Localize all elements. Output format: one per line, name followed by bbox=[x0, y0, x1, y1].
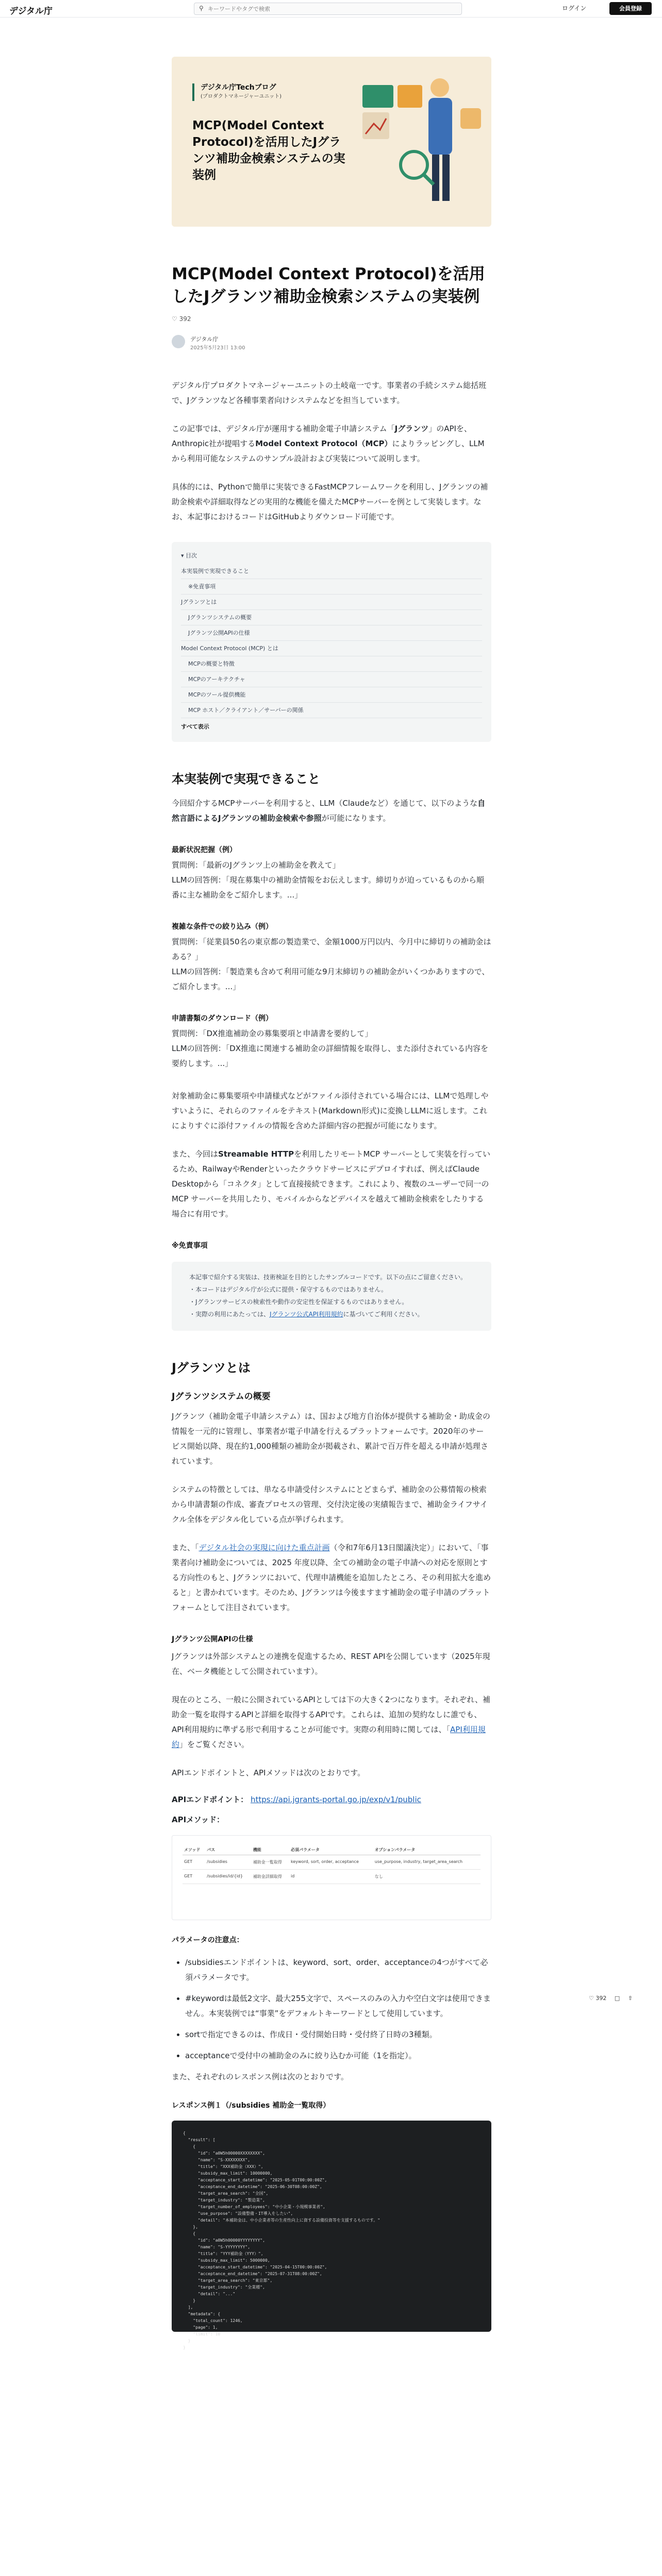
priority-plan-link[interactable]: デジタル社会の実現に向けた重点計画 bbox=[198, 1543, 330, 1552]
article-body bbox=[172, 263, 491, 2350]
example-answer: LLMの回答例：「DX推進に関連する補助金の詳細情報を取得し、また添付されている内容を要約します。...」 bbox=[172, 1044, 488, 1068]
example-heading: 複雑な条件での絞り込み（例） bbox=[172, 923, 273, 931]
example-answer: LLMの回答例：「製造業も含めて利用可能な9月末締切りの補助金がいくつかありますので、ご紹介します。...」 bbox=[172, 967, 490, 991]
toc-item[interactable]: Jグランツシステムの概要 bbox=[181, 610, 482, 625]
toc-item[interactable]: MCPのアーキテクチャ bbox=[181, 672, 482, 687]
response-example-heading: レスポンス例１（/subsidies 補助金一覧取得） bbox=[172, 2102, 330, 2110]
floating-actions bbox=[589, 1995, 651, 2005]
subsection-heading: Jグランツシステムの概要 bbox=[172, 1392, 271, 1402]
params-heading: パラメータの注意点： bbox=[172, 1936, 244, 1944]
list-item: • #keywordは最低2文字、最大255文字で、スペースのみの入力や空白文字は使用できません。本実装例では“事業”をデフォルトキーワードとして使用しています。 bbox=[185, 1991, 491, 2021]
toc-item[interactable]: Model Context Protocol (MCP) とは bbox=[181, 641, 482, 656]
api-endpoint: APIエンドポイント： https://api.jgrants-portal.go.jp/exp/v1/public bbox=[172, 1795, 421, 1804]
search-box[interactable] bbox=[194, 3, 462, 15]
intro-paragraph-3: 具体的には、Pythonで簡単に実装できるFastMCPフレームワークを利用し、Jグランツの補助金検索や詳細取得などの実用的な機能を備えたMCPサーバーを例として実装します。なお、本記事におけるコードはGitHubよりダウンロード可能です。 bbox=[172, 482, 488, 521]
article-title: MCP(Model Context Protocol)を活用したJグランツ補助金検索システムの実装例 bbox=[172, 265, 485, 306]
section-paragraph: Jグランツ（補助金電子申請システム）は、国および地方自治体が提供する補助金・助成金の情報を一元的に管理し、事業者が電子申請を行えるプラットフォームです。2020年のサービス開始以降、現在約1,000種類の補助金が掲載され、累計で百万件を超える申請が処理されています。 bbox=[172, 1412, 490, 1466]
toc-item[interactable]: MCPの概要と特徴 bbox=[181, 656, 482, 672]
table-row: GET /subsidies 補助金一覧取得 keyword, sort, order, acceptance use_purpose, industry, target_area_search bbox=[183, 1855, 481, 1870]
publish-date: 2025年5月23日 13:00 bbox=[190, 345, 245, 351]
toc-item[interactable]: MCPのツール提供機能 bbox=[181, 687, 482, 703]
toc-item[interactable]: ※免責事項 bbox=[181, 579, 482, 595]
toc-item[interactable]: MCP ホスト／クライアント／サーバーの関係 bbox=[181, 703, 482, 718]
author-block bbox=[172, 334, 491, 354]
table-of-contents bbox=[172, 542, 491, 742]
section-paragraph: また、「デジタル社会の実現に向けた重点計画（令和7年6月13日閣議決定）」において、「事業者向け補助金については、2025 年度以降、全ての補助金の電子申請への対応を原則とする方向性のもと、Jグランツにおいて、代理申請機能を追加したところ、その利用拡大を進めると」と書かれています。そのため、Jグランツは今後ますます補助金の電子申請のプラットフォームとして注目されています。 bbox=[172, 1543, 491, 1612]
example-answer: LLMの回答例：「現在募集中の補助金情報をお伝えします。締切りが迫っているものから順番に主な補助金をご紹介します。...」 bbox=[172, 875, 484, 900]
section-paragraph: 現在のところ、一般に公開されているAPIとしては下の大きく2つになります。それぞれ、補助金一覧を取得するAPIと詳細を取得するAPIです。これらは、追加の契約なしに誰でも、API利用規約に準ずる形で利用することが可能です。実際の利用時に関しては、「API利用規約」をご覧ください。 bbox=[172, 1695, 490, 1749]
toc-show-all-button[interactable]: すべて表示 bbox=[181, 723, 209, 730]
list-item: • acceptanceで受付中の補助金のみに絞り込むか可能（1を指定）。 bbox=[185, 2048, 491, 2063]
api-endpoint-link[interactable]: https://api.jgrants-portal.go.jp/exp/v1/public bbox=[250, 1795, 421, 1804]
params-list bbox=[172, 1955, 491, 2063]
author-name[interactable]: デジタル庁 bbox=[190, 336, 219, 343]
example-question: 質問例：「最新のJグランツ上の補助金を教えて」 bbox=[172, 860, 340, 870]
intro-paragraph-2: この記事では、デジタル庁が運用する補助金電子申請システム「Jグランツ」のAPIを、Anthropic社が提唱するModel Context Protocol（MCP）によりラッピングし、LLMから利用可能なシステムのサンプル設計および実装について説明します。 bbox=[172, 424, 485, 463]
heart-icon[interactable]: ♡ bbox=[589, 1995, 594, 2002]
section-paragraph: APIエンドポイントと、APIメソッドは次のとおりです。 bbox=[172, 1768, 366, 1777]
login-link[interactable]: ログイン bbox=[562, 5, 587, 12]
table-header: 機能 bbox=[252, 1845, 289, 1855]
signup-button[interactable]: 会員登録 bbox=[609, 2, 652, 15]
bookmark-icon[interactable]: □ bbox=[614, 1995, 620, 2002]
example-heading: 申請書類のダウンロード（例） bbox=[172, 1014, 273, 1023]
share-icon[interactable]: ⇧ bbox=[627, 1995, 633, 2002]
api-method-table bbox=[172, 1835, 491, 1920]
table-header: 必須パラメータ bbox=[289, 1845, 373, 1855]
toc-item[interactable]: Jグランツとは bbox=[181, 595, 482, 610]
toc-item[interactable]: 本実装例で実現できること bbox=[181, 564, 482, 579]
toc-heading: ▾ 目次 bbox=[181, 552, 197, 559]
section-paragraph: 今回紹介するMCPサーバーを利用すると、LLM（Claudeなど）を通じて、以下のような自然言語によるJグランツの補助金検索や参照が可能になります。 bbox=[172, 799, 486, 823]
section-paragraph: Jグランツは外部システムとの連携を促進するため、REST APIを公開しています（2025年現在、ベータ機能として公開されています）。 bbox=[172, 1652, 490, 1676]
avatar[interactable] bbox=[172, 335, 185, 348]
intro-paragraph-1: デジタル庁プロダクトマネージャーユニットの土岐竜一です。事業者の手続システム総括班で、Jグランツなど各種事業者向けシステムなどを担当しています。 bbox=[172, 381, 487, 405]
search-input[interactable] bbox=[208, 4, 455, 13]
table-header: メソッド bbox=[183, 1845, 205, 1855]
terms-link[interactable]: Jグランツ公式API利用規約 bbox=[270, 1311, 343, 1318]
hero-illustration bbox=[172, 57, 491, 227]
table-header: パス bbox=[205, 1845, 252, 1855]
table-header: オプションパラメータ bbox=[373, 1845, 481, 1855]
disclaimer-box: 本記事で紹介する実装は、技術検証を目的としたサンプルコードです。以下の点にご留意ください。 ・本コードはデジタル庁が公式に提供・保守するものではありません。 ・Jグランツサービスの検索性や動作の安定性を保証するものではありません。 ・実際の利用にあたっては、Jグランツ公式API利用規約に基づいてご利用ください。 bbox=[172, 1262, 491, 1331]
section-paragraph: システムの特徴としては、単なる申請受付システムにとどまらず、補助金の公募情報の検索から申請書類の作成、審査プロセスの管理、交付決定後の実績報告まで、補助金ライフサイクル全体をデジタル化している点が挙げられます。 bbox=[172, 1485, 488, 1524]
list-item: • sortで指定できるのは、作成日・受付開始日時・受付終了日時の3種類。 bbox=[185, 2027, 491, 2042]
site-logo[interactable]: デジタル庁 bbox=[9, 6, 53, 16]
section-paragraph: 対象補助金に募集要項や申請様式などがファイル添付されている場合には、LLMで処理しやすいように、それらのファイルをテキスト(Markdown形式)に変換しLLMに返します。これによりすぐに添付ファイルの情報を含めた詳細内容の把握が可能になります。 bbox=[172, 1091, 489, 1130]
code-block[interactable]: { "result": [ { "id": "a0W5h00000XXXXXXXX", "name": "S-XXXXXXXX", "title": "XXX補助金（XXX）", "subsidy_max_limit": 10000000, "acceptance_start_datetime": "2025-05-01T00:00:00Z", "acceptance_end_datetime": "2025-06-30T08:00:00Z", "target_area_search": "全国", "target_industry": "製造業", "target_number_of_employees": "中小企業・小規模事業者", "use_purpose": "設備整備・IT導入をしたい", "detail": "本補助金は、中小企業者等の生産性向上に資する設備投資等を支援するものです。" }, { "id": "a0W5h00000YYYYYYYY", "name": "S-YYYYYYYY", "title": "YYY補助金（YYY）", "subsidy_max_limit": 5000000, "acceptance_start_datetime": "2025-04-15T00:00:00Z", "acceptance_end_datetime": "2025-07-31T08:00:00Z", "target_area_search": "東京都", "target_industry": "全業種", "detail": "..." } ], "metadata": { "total_count": 1246, "page": 1, "limit": 10 } } bbox=[172, 2121, 491, 2332]
section-paragraph: また、今回はStreamable HTTPを利用したリモートMCP サーバーとして実装を行っているため、RailwayやRenderといったクラウドサービスにデプロイすれば、例えばClaude Desktopから「コネクタ」として直接接続できます。これにより、複数のユーザーで同一のMCP サーバーを共用したり、モバイルからなどデバイスを越えて補助金検索をしたりする場合に有用です。 bbox=[172, 1149, 490, 1218]
hero-tag: デジタル庁Techブログ (プロダクトマネージャーユニット) bbox=[192, 83, 282, 101]
example-question: 質問例：「従業員50名の東京都の製造業で、金額1000万円以内、今月中に締切りの補助金はある？」 bbox=[172, 937, 491, 961]
list-item: • /subsidiesエンドポイントは、keyword、sort、order、acceptanceの4つがすべて必須パラメータです。 bbox=[185, 1955, 491, 1985]
example-heading: 最新状況把握（例） bbox=[172, 846, 237, 854]
like-counter[interactable] bbox=[172, 315, 491, 325]
subsection-heading: Jグランツ公開APIの仕様 bbox=[172, 1635, 253, 1643]
toc-item[interactable]: Jグランツ公開APIの仕様 bbox=[181, 625, 482, 641]
hero-image bbox=[172, 57, 491, 227]
like-count: 392 bbox=[179, 315, 191, 323]
search-icon: ⚲ bbox=[199, 5, 204, 12]
section-heading: Jグランツとは bbox=[172, 1361, 251, 1375]
heart-icon[interactable]: ♡ bbox=[172, 315, 177, 323]
table-row: GET /subsidies/id/{id} 補助金詳細取得 id なし bbox=[183, 1870, 481, 1884]
section-paragraph: また、それぞれのレスポンス例は次のとおりです。 bbox=[172, 2072, 349, 2081]
section-heading: 本実装例で実現できること bbox=[172, 772, 320, 786]
api-terms-link[interactable]: API利用規約 bbox=[172, 1725, 486, 1749]
api-method-label: APIメソッド： bbox=[172, 1815, 224, 1824]
disclaimer-heading: ※免責事項 bbox=[172, 1242, 208, 1250]
example-question: 質問例：「DX推進補助金の募集要項と申請書を要約して」 bbox=[172, 1029, 373, 1038]
top-bar bbox=[0, 0, 662, 18]
side-like-count: 392 bbox=[595, 1995, 607, 2002]
hero-title: MCP(Model Context Protocol)を活用したJグランツ補助金検索システムの実装例 bbox=[192, 119, 345, 182]
